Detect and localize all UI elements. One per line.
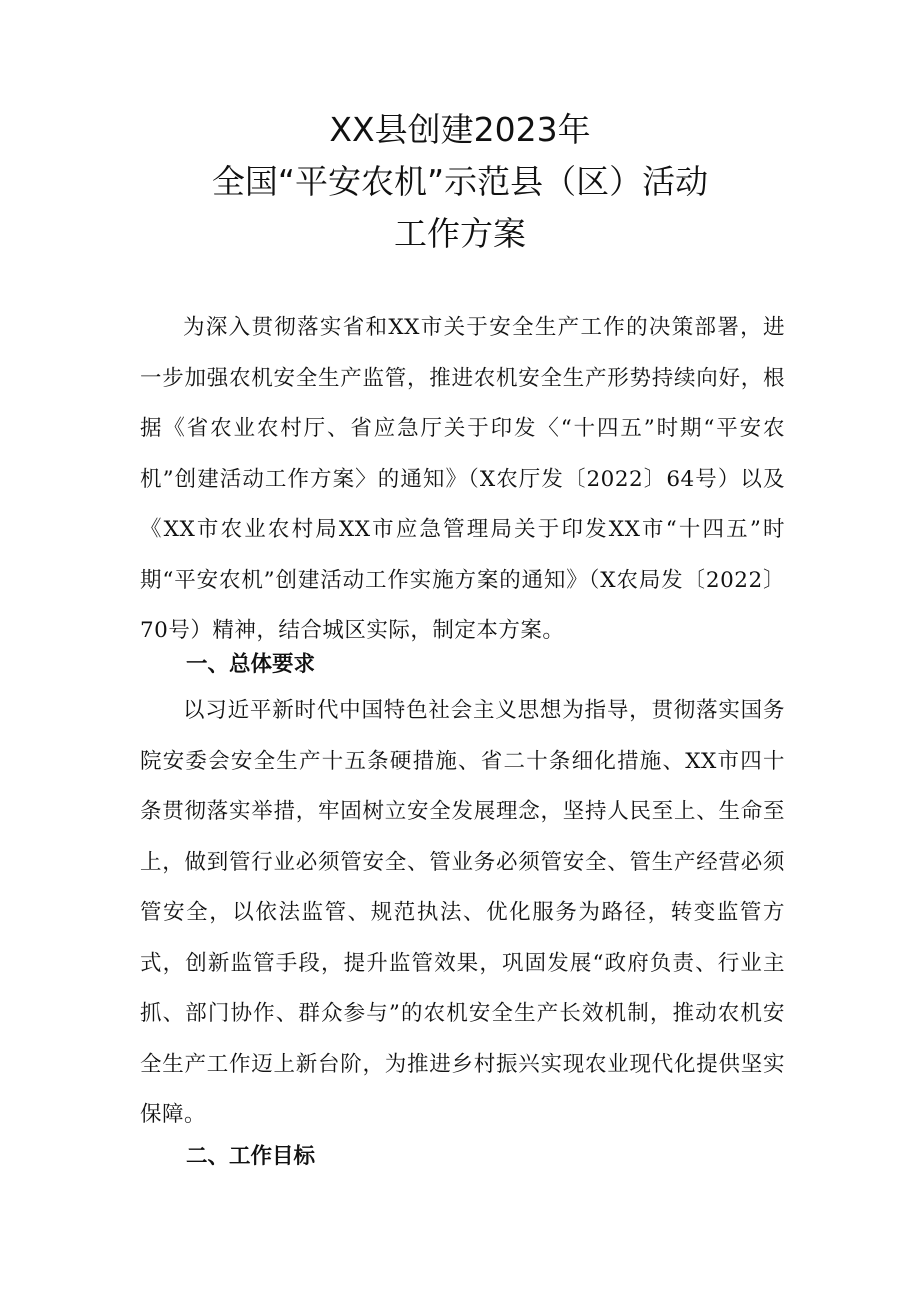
title-line-3: 工作方案 <box>394 214 526 253</box>
section-heading-overall-requirements: 一、总体要求 <box>186 652 316 677</box>
section-heading-work-goals: 二、工作目标 <box>186 1144 316 1169</box>
intro-paragraph: 为深入贯彻落实省和XX市关于安全生产工作的决策部署，进一步加强农机安全生产监管，推进农机安全生产形势持续向好，根据《省农业农村厅、省应急厅关于印发〈“十四五”时期“平安农机”创建活动工作方案〉的通知》（X农厅发〔2022〕64号）以及《XX市农业农村局XX市应急管理局关于印发XX市“十四五”时期“平安农机”创建活动工作实施方案的通知》（X农局发〔2022〕70号）精神，结合城区实际，制定本方案。 <box>140 315 785 643</box>
title-line-2: 全国“平安农机”示范县（区）活动 <box>211 162 709 201</box>
overall-requirements-paragraph: 以习近平新时代中国特色社会主义思想为指导，贯彻落实国务院安委会安全生产十五条硬措施、省二十条细化措施、XX市四十条贯彻落实举措，牢固树立安全发展理念，坚持人民至上、生命至上，做到管行业必须管安全、管业务必须管安全、管生产经营必须管安全，以依法监管、规范执法、优化服务为路径，转变监管方式，创新监管手段，提升监管效果，巩固发展“政府负责、行业主抓、部门协作、群众参与”的农机安全生产长效机制，推动农机安全生产工作迈上新台阶，为推进乡村振兴实现农业现代化提供坚实保障。 <box>140 698 785 1127</box>
title-line-1: XX县创建2023年 <box>329 110 591 149</box>
document-title <box>120 104 800 260</box>
